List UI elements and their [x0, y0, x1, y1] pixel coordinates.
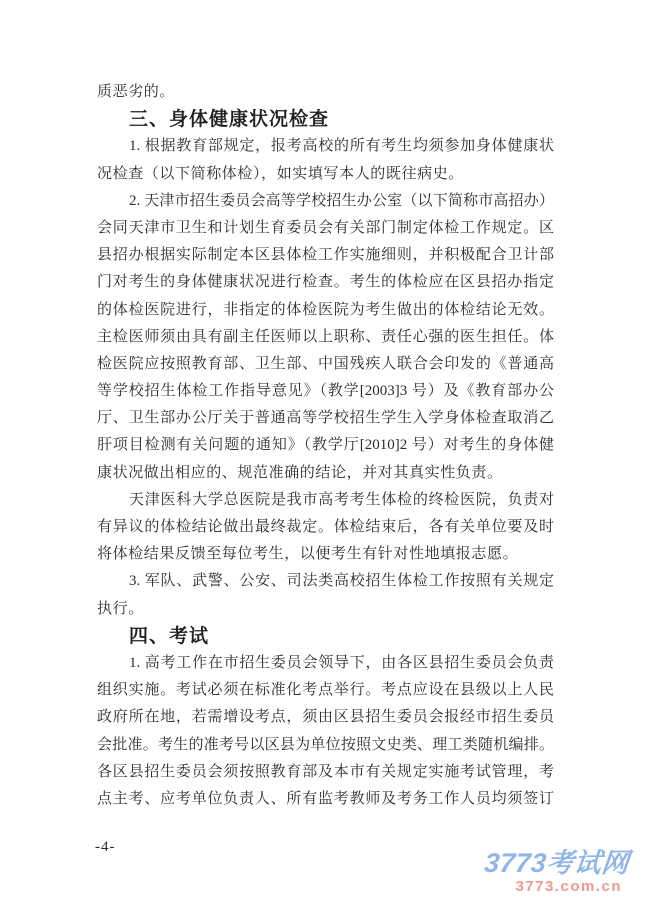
text-line: 会批准。考生的准考号以区县为单位按照文史类、理工类随机编排。: [97, 736, 554, 753]
text-line: 3. 军队、武警、公安、司法类高校招生体检工作按照有关规定: [129, 573, 554, 590]
text-line: 执行。: [97, 600, 144, 617]
text-line: 2. 天津市招生委员会高等学校招生办公室（以下简称市高招办）: [129, 192, 554, 209]
watermark-logo: 3773考试网: [483, 848, 632, 878]
text-line: 1. 高考工作在市招生委员会领导下，由各区县招生委员会负责: [129, 654, 554, 671]
text-line: 1. 根据教育部规定，报考高校的所有考生均须参加身体健康状: [129, 138, 554, 155]
text-line: 门对考生的身体健康状况进行检查。考生的体检应在区县招办指定: [97, 274, 554, 291]
text-line: 组织实施。考试必须在标准化考点举行。考点应设在县级以上人民: [97, 682, 554, 699]
text-line: 的体检医院进行，非指定的体检医院为考生做出的体检结论无效。: [97, 301, 554, 318]
text-line: 政府所在地，若需增设考点，须由区县招生委员会报经市招生委员: [97, 709, 554, 726]
text-line: 等学校招生体检工作指导意见》（教学[2003]3 号）及《教育部办公: [97, 383, 554, 400]
text-line: 主检医师须由具有副主任医师以上职称、责任心强的医生担任。体: [97, 328, 554, 345]
text-line: 天津医科大学总医院是我市高考考生体检的终检医院，负责对: [129, 491, 554, 508]
text-line: 肝项目检测有关问题的通知》（教学厅[2010]2 号）对考生的身体健: [97, 437, 554, 454]
page-number: -4-: [95, 839, 116, 855]
watermark: [483, 848, 632, 895]
document-body: [97, 79, 554, 813]
text-line: 厅、卫生部办公厅关于普通高等学校招生学生入学身体检查取消乙: [97, 410, 554, 427]
text-line: 点主考、应考单位负责人、所有监考教师及考务工作人员均须签订: [97, 790, 554, 807]
text-line: 县招办根据实际制定本区县体检工作实施细则，并积极配合卫计部: [97, 247, 554, 264]
section-heading: 四、考试: [129, 625, 210, 647]
text-line: 质恶劣的。: [97, 84, 176, 100]
text-line: 会同天津市卫生和计划生育委员会有关部门制定体检工作规定。区: [97, 219, 554, 236]
section-heading: 三、身体健康状况检查: [129, 109, 330, 131]
text-line: 康状况做出相应的、规范准确的结论，并对其真实性负责。: [97, 464, 503, 481]
text-line: 将体检结果反馈至每位考生，以便考生有针对性地填报志愿。: [97, 546, 519, 563]
text-line: 有异议的体检结论做出最终裁定。体检结束后，各有关单位要及时: [97, 519, 554, 535]
text-line: 况检查（以下简称体检），如实填写本人的既往病史。: [97, 165, 464, 182]
watermark-url: 3773.com.cn: [515, 878, 622, 895]
text-line: 检医院应按照教育部、卫生部、中国残疾人联合会印发的《普通高: [97, 355, 554, 372]
text-line: 各区县招生委员会须按照教育部及本市有关规定实施考试管理，考: [97, 763, 554, 780]
